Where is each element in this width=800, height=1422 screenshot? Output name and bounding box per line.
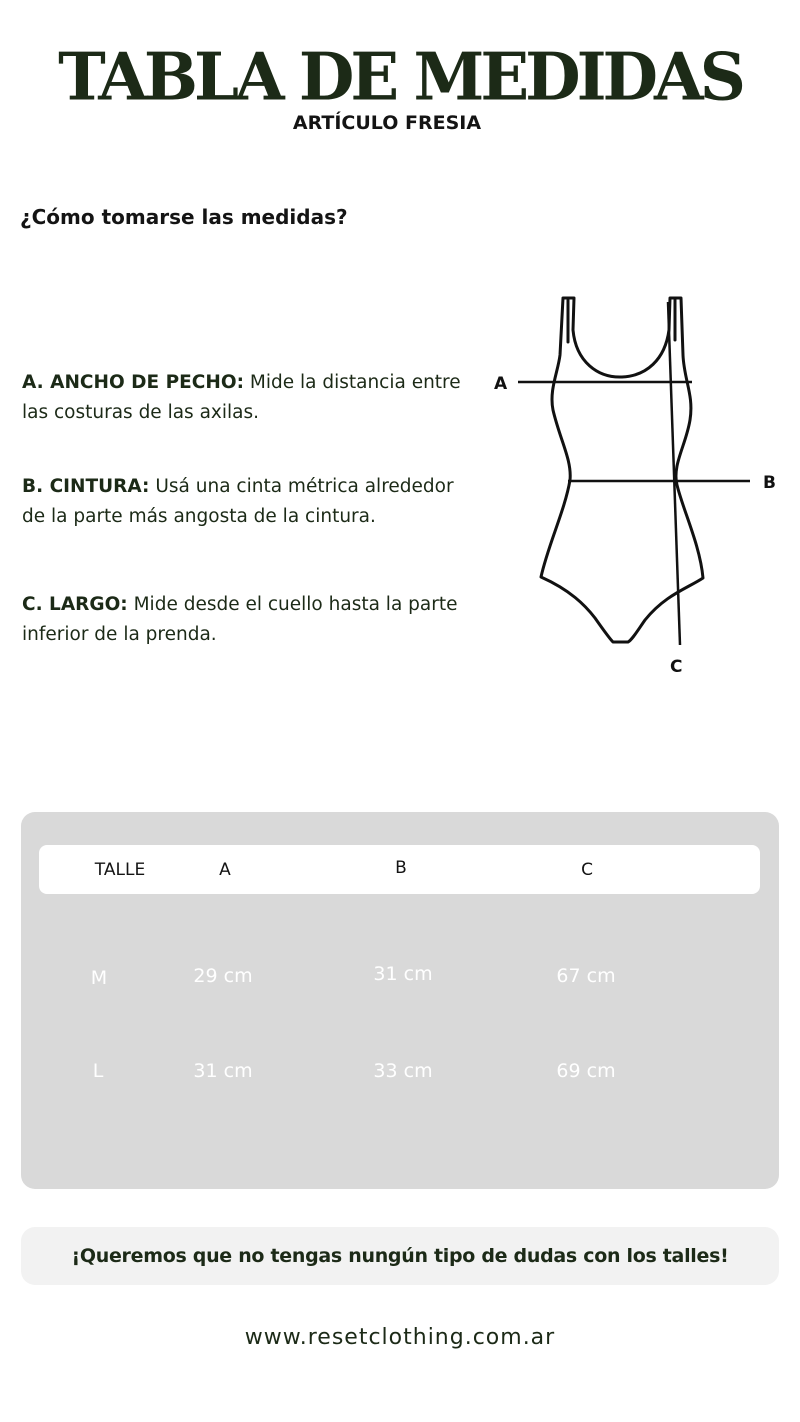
size-table	[21, 812, 779, 1189]
table-cell-a: 29 cm	[193, 965, 253, 987]
header-cell-b: B	[395, 858, 407, 878]
instruction-chest-width	[22, 368, 462, 428]
website-link[interactable]: www.resetclothing.com.ar	[244, 1325, 556, 1350]
instruction-label: B. CINTURA:	[22, 476, 150, 497]
size-table-header	[39, 845, 760, 894]
table-cell-size: L	[92, 1060, 104, 1082]
page-subtitle: ARTÍCULO FRESIA	[292, 112, 482, 134]
table-cell-size: M	[90, 967, 108, 989]
diagram-label-c: C	[670, 657, 683, 677]
diagram-label-b: B	[763, 473, 776, 493]
instruction-label: C. LARGO:	[22, 594, 128, 615]
diagram-label-a: A	[494, 374, 508, 394]
instruction-length	[22, 590, 462, 650]
table-cell-b: 33 cm	[373, 1060, 433, 1082]
instruction-text: Usá una cinta métrica alrededor de la parte más angosta de la cintura.	[22, 476, 454, 527]
instruction-waist	[22, 472, 462, 532]
header-cell-c: C	[581, 860, 593, 880]
reassurance-banner: ¡Queremos que no tengas nungún tipo de dudas con los talles!	[21, 1227, 779, 1285]
bodysuit-measurement-diagram	[485, 290, 785, 690]
table-cell-b: 31 cm	[373, 963, 433, 985]
instruction-text: Mide desde el cuello hasta la parte inferior de la prenda.	[22, 594, 458, 645]
instruction-label: A. ANCHO DE PECHO:	[22, 372, 244, 393]
page-title: TABLA DE MEDIDAS	[58, 39, 742, 116]
table-cell-c: 67 cm	[556, 965, 616, 987]
table-cell-a: 31 cm	[193, 1060, 253, 1082]
section-question: ¿Cómo tomarse las medidas?	[20, 205, 348, 229]
table-cell-c: 69 cm	[556, 1060, 616, 1082]
header-cell-a: A	[219, 860, 231, 880]
instruction-text: Mide la distancia entre las costuras de las axilas.	[22, 372, 461, 423]
header-cell-size: TALLE	[94, 860, 146, 880]
